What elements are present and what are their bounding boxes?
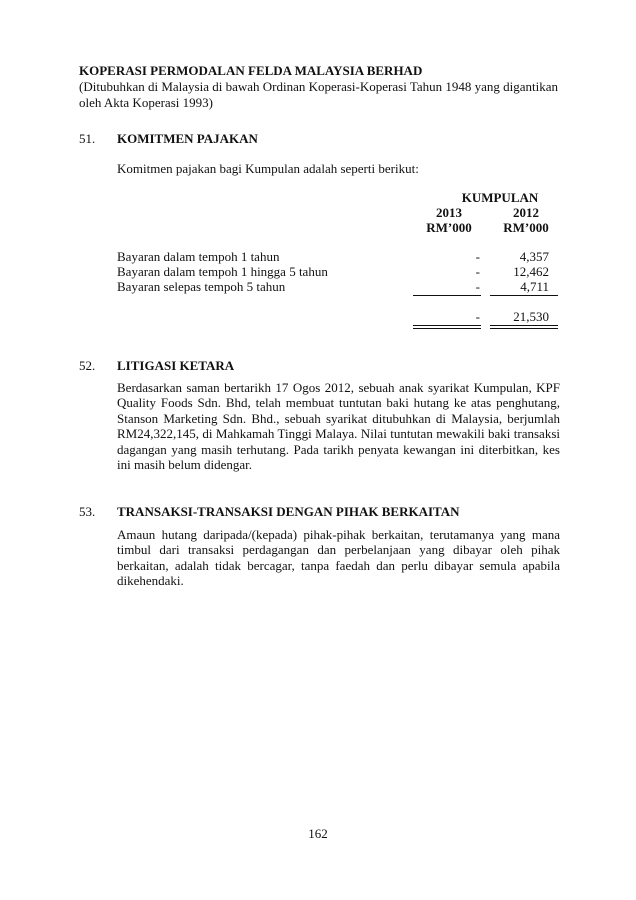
total-double-rule [413,325,481,326]
organization-subtitle: (Ditubuhkan di Malaysia di bawah Ordinan Koperasi-Koperasi Tahun 1948 yang digantikan oleh Akta Koperasi 1993) [79,79,559,110]
section-number: 53. [79,504,96,519]
section-body: Berdasarkan saman bertarikh 17 Ogos 2012, sebuah anak syarikat Kumpulan, KPF Quality Foods Sdn. Bhd, telah membuat tuntutan baki hutang ke atas penghutang, Stanson Marketing Sdn. Bhd., sebuah syarikat ditubuhkan di Malaysia, berjumlah RM24,322,145, di Mahkamah Tinggi Malaya. Nilai tuntutan mewakili baki transaksi dagangan yang masih terhutang. Pada tarikh penyata kewangan ini diterbitkan, kes ini masih belum didengar. [117,380,560,473]
table-cell-2013: - [475,279,480,294]
total-double-rule [490,328,558,329]
table-cell-2013: - [475,264,480,279]
section-number: 51. [79,131,96,146]
subtotal-rule [490,295,558,296]
table-cell-2013: - [475,249,480,264]
table-cell-2012: 12,462 [513,264,549,279]
section-title: KOMITMEN PAJAKAN [117,131,258,146]
subtotal-rule [413,295,481,296]
section-title: LITIGASI KETARA [117,358,235,373]
table-row-label: Bayaran dalam tempoh 1 tahun [117,249,280,264]
total-double-rule [490,325,558,326]
column-year-2012: 2012 [513,205,539,220]
table-row-label: Bayaran selepas tempoh 5 tahun [117,279,286,294]
table-total-2013: - [475,309,480,324]
section-intro: Komitmen pajakan bagi Kumpulan adalah seperti berikut: [117,161,419,176]
table-cell-2012: 4,711 [520,279,549,294]
organization-title: KOPERASI PERMODALAN FELDA MALAYSIA BERHAD [79,63,423,78]
table-group-header: KUMPULAN [461,190,539,205]
table-cell-2012: 4,357 [519,249,549,264]
total-double-rule [413,328,481,329]
section-body: Amaun hutang daripada/(kepada) pihak-pihak berkaitan, terutamanya yang mana timbul dari transaksi perdagangan dan perbelanjaan yang dibayar oleh pihak berkaitan, adalah tidak bercagar, tanpa faedah dan perlu dibayar semula apabila dikehendaki. [117,527,560,589]
section-title: TRANSAKSI-TRANSAKSI DENGAN PIHAK BERKAITAN [117,504,460,519]
page-number: 162 [308,826,328,841]
section-number: 52. [79,358,96,373]
column-year-2013: 2013 [436,205,462,220]
column-unit-2012: RM’000 [503,220,549,235]
table-total-2012: 21,530 [513,309,549,324]
column-unit-2013: RM’000 [426,220,472,235]
table-row-label: Bayaran dalam tempoh 1 hingga 5 tahun [117,264,328,279]
